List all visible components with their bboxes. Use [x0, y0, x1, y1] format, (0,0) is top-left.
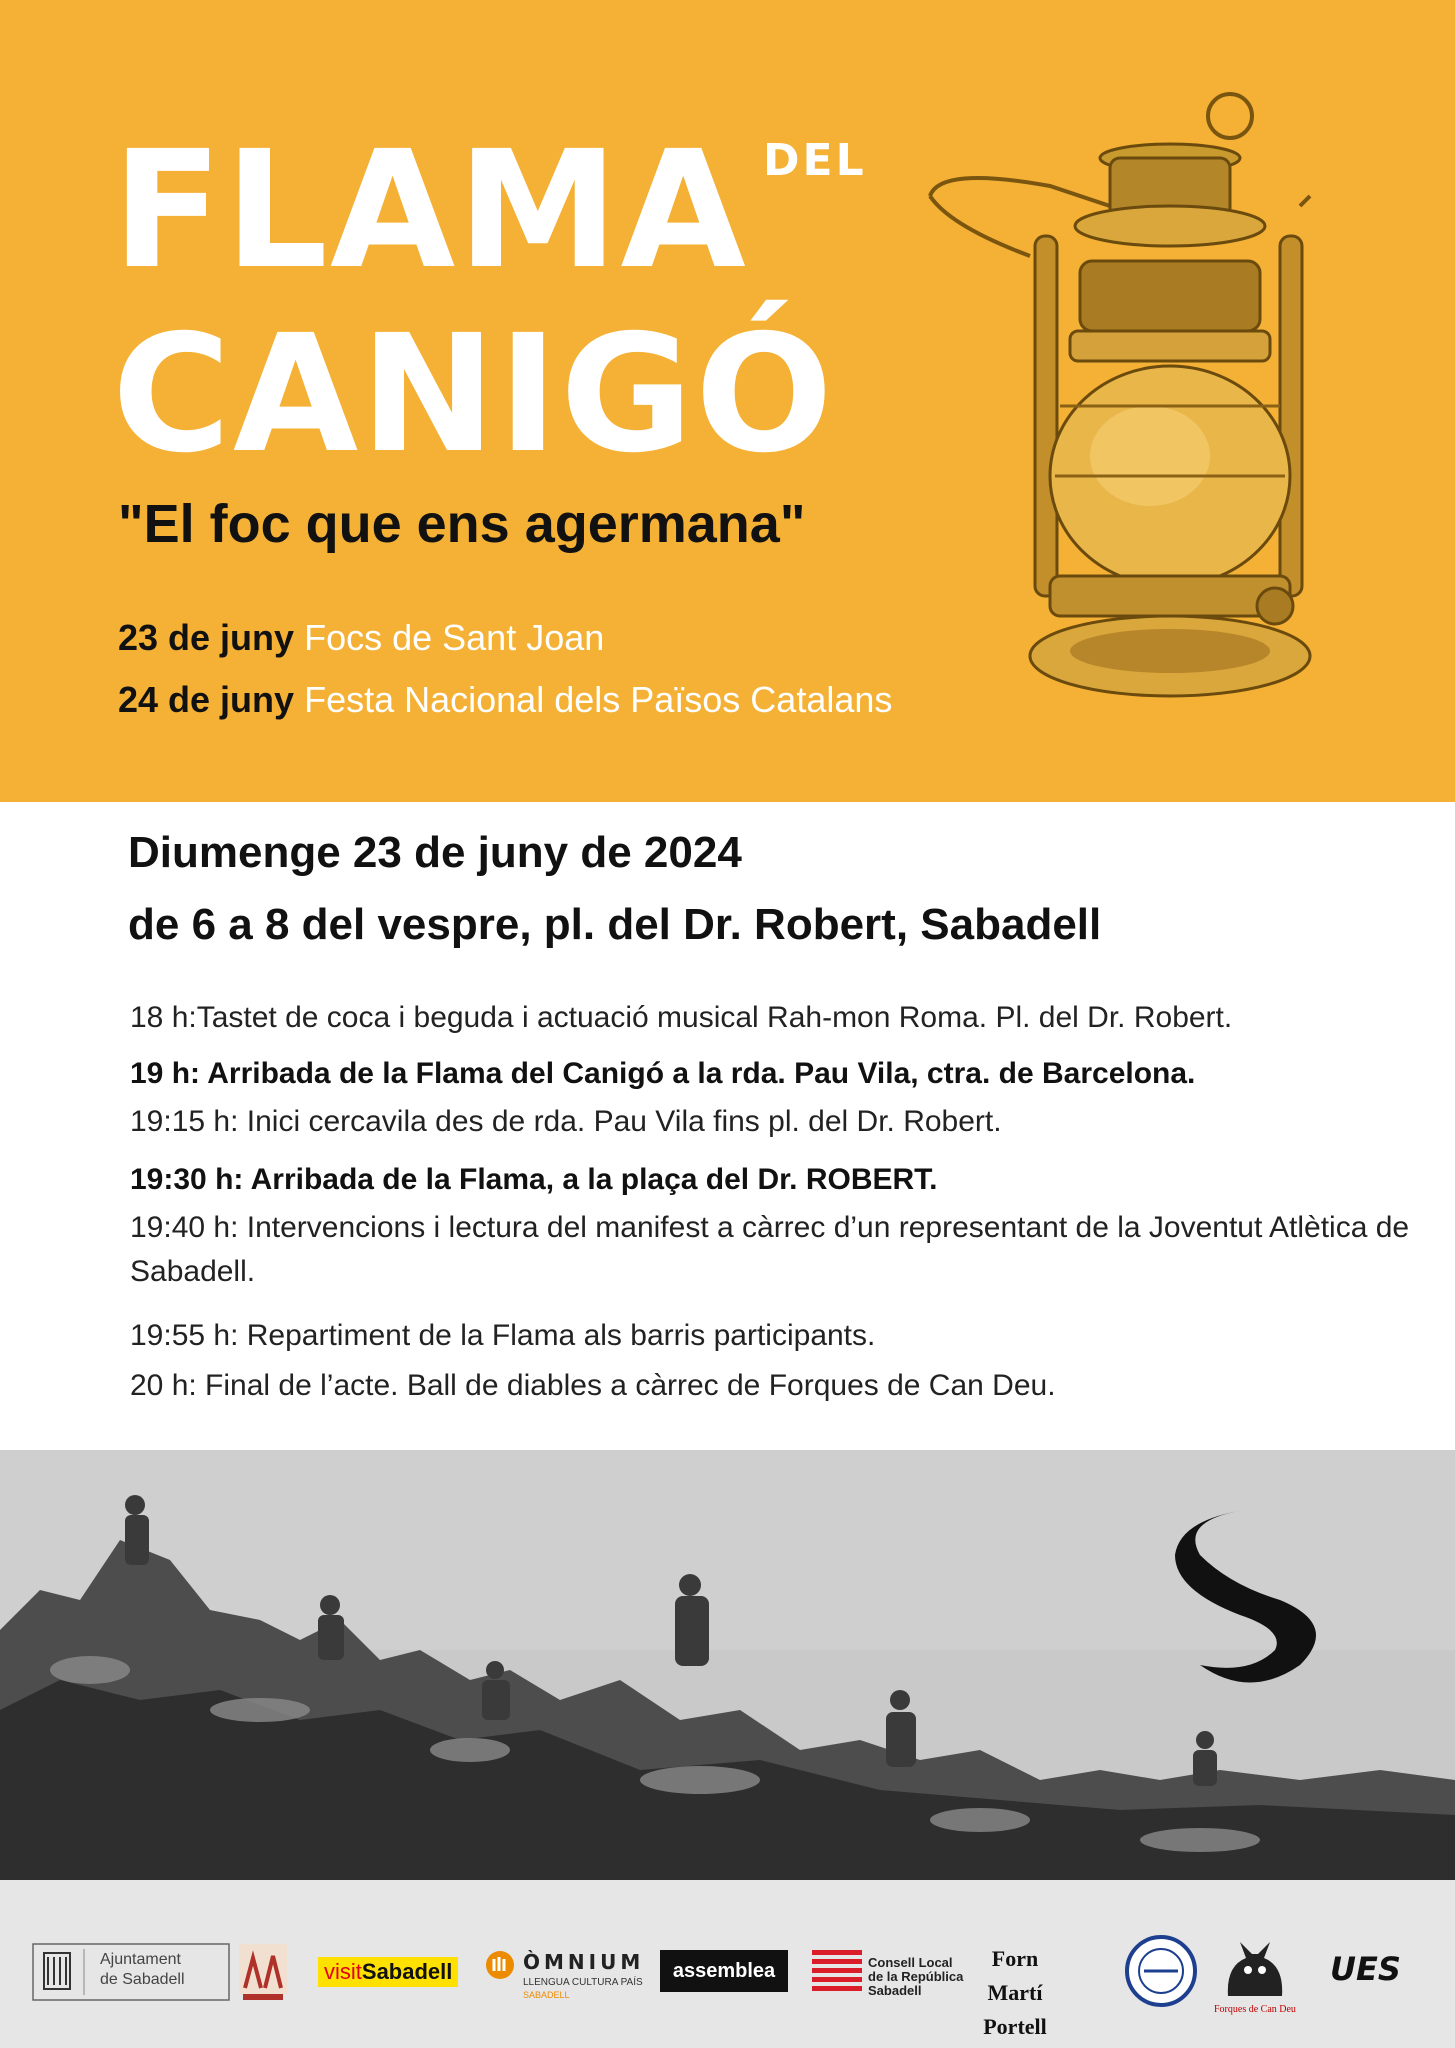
festival-logo-icon [235, 1938, 291, 2004]
omnium-city: SABADELL [523, 1990, 570, 2000]
program-item: 19:40 h: Intervencions i lectura del manifest a càrrec d’un representant de la Joventut Atlètica de Sabadell. [130, 1211, 1410, 1288]
date-line-1 [118, 616, 604, 660]
omnium-sub: LLENGUA CULTURA PAÍS [523, 1977, 643, 1988]
consell-local-logo [868, 1956, 963, 1998]
forn-line: Forn [991, 1946, 1039, 1971]
date-label: 24 de juny [118, 679, 295, 720]
title-flama: FLAMA [112, 117, 748, 305]
date-text: Festa Nacional dels Països Catalans [304, 679, 893, 720]
subtitle: "El foc que ens agermana" [118, 494, 806, 554]
consell-line: Consell Local [868, 1955, 953, 1970]
ues-logo: UES [1330, 1950, 1401, 1988]
forques-devil-icon [1218, 1936, 1292, 2002]
omnium-icon [485, 1950, 515, 1980]
consell-line: Sabadell [868, 1983, 922, 1998]
event-date: Diumenge 23 de juny de 2024 [128, 828, 742, 877]
program-item: 19:15 h: Inici cercavila des de rda. Pau Vila fins pl. del Dr. Robert. [130, 1105, 1002, 1138]
lantern-icon [920, 86, 1320, 716]
consell-flag-icon [812, 1950, 862, 1992]
consell-line: de la República [868, 1969, 964, 1984]
program-item: 18 h:Tastet de coca i beguda i actuació musical Rah-mon Roma. Pl. del Dr. Robert. [130, 1001, 1233, 1034]
assemblea-logo: assemblea [660, 1950, 788, 1992]
visit-prefix: visit [324, 1959, 362, 1984]
title-canigo: CANIGÓ [112, 301, 835, 489]
title-del: DEL [763, 135, 867, 186]
mountain-photo [0, 1450, 1455, 1880]
omnium-name: ÒMNIUM [523, 1950, 645, 1974]
joventut-atletica-seal-icon [1124, 1934, 1198, 2008]
event-place: de 6 a 8 del vespre, pl. del Dr. Robert, Sabadell [128, 900, 1102, 949]
forn-line: Martí Portell [983, 1980, 1047, 2039]
date-label: 23 de juny [118, 617, 295, 658]
ajuntament-line: de Sabadell [100, 1971, 185, 1988]
program-item: 19:30 h: Arribada de la Flama, a la plaça del Dr. ROBERT. [130, 1163, 938, 1196]
forn-logo [955, 1942, 1075, 2044]
ajuntament-name [100, 1950, 185, 1990]
program-item: 19:55 h: Repartiment de la Flama als barris participants. [130, 1319, 876, 1352]
visit-name: Sabadell [361, 1959, 453, 1984]
header-banner [0, 0, 1455, 802]
date-text: Focs de Sant Joan [304, 617, 605, 658]
visit-sabadell-logo [318, 1957, 458, 1987]
ajuntament-line: Ajuntament [100, 1951, 181, 1968]
omnium-logo [485, 1950, 645, 2000]
sponsor-footer [0, 1880, 1455, 2048]
forques-name: Forques de Can Deu [1214, 2004, 1296, 2015]
program-item: 20 h: Final de l’acte. Ball de diables a càrrec de Forques de Can Deu. [130, 1369, 1056, 1402]
program-item: 19 h: Arribada de la Flama del Canigó a la rda. Pau Vila, ctra. de Barcelona. [130, 1057, 1196, 1090]
date-line-2 [118, 678, 892, 722]
